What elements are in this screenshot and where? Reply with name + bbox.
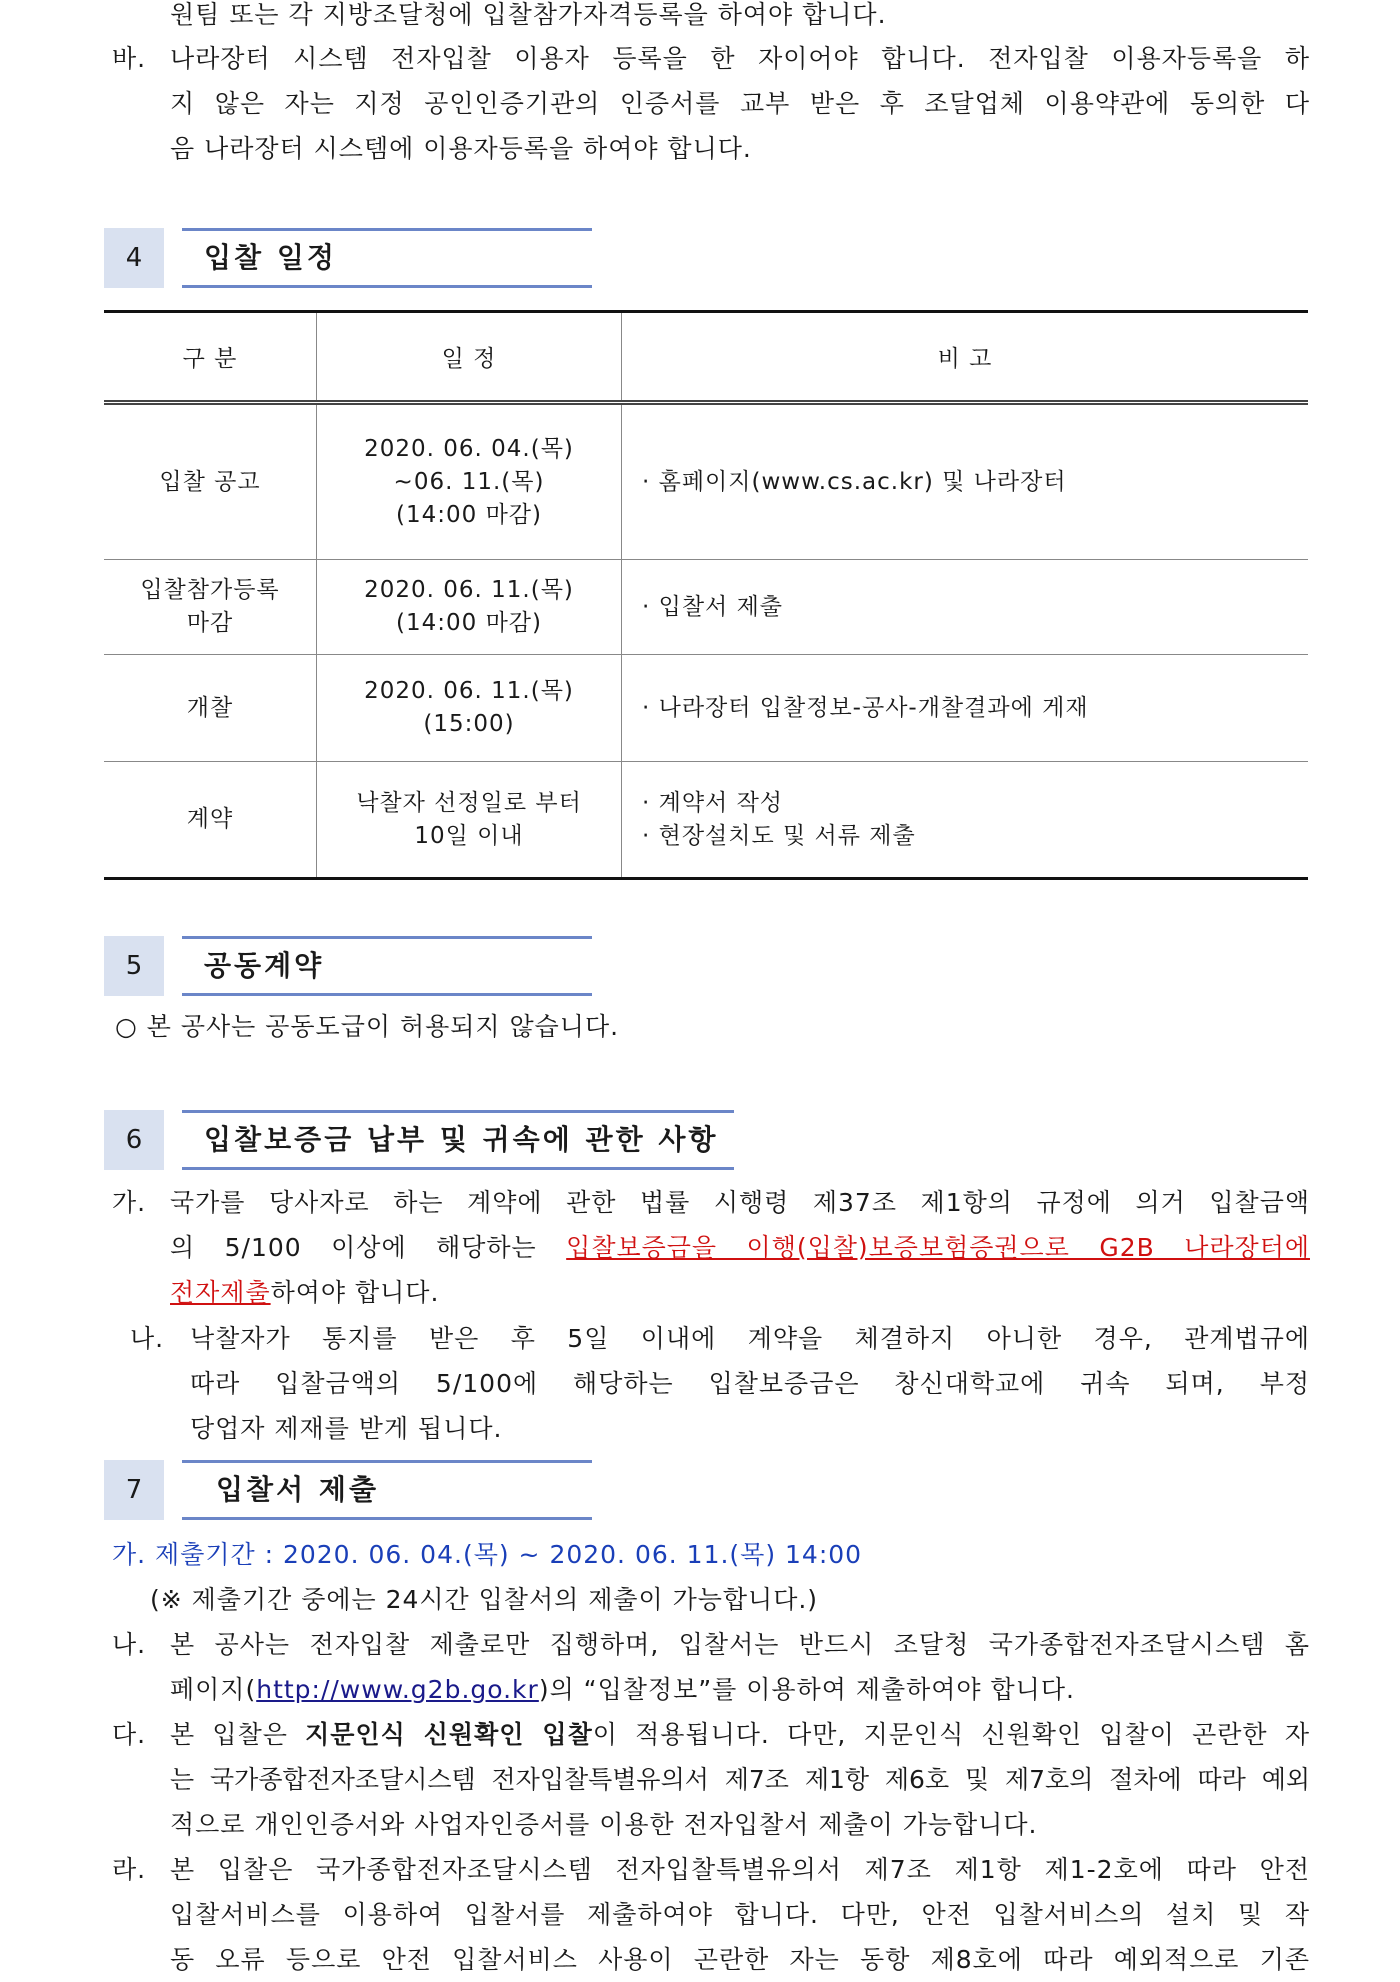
item-ga: 가. 국가를 당사자로 하는 계약에 관한 법률 시행령 제37조 제1항의 규정에 의거 입찰금액 의 5/100 이상에 해당하는 입찰보증금을 이행(입찰)보증보험증권으로 G2B 나라장터에 전자제출하여야 합니다.	[112, 1180, 1310, 1315]
table-row	[104, 403, 1308, 560]
row-label: 입찰참가등록 마감	[104, 560, 317, 655]
section-title: 입찰 일정	[182, 228, 592, 288]
schedule-table	[104, 310, 1308, 880]
table-row	[104, 560, 1308, 655]
item-na: 나. 본 공사는 전자입찰 제출로만 집행하며, 입찰서는 반드시 조달청 국가종합전자조달시스템 홈 페이지(http://www.g2b.go.kr)의 “입찰정보”를 이용하여 제출하여야 합니다.	[112, 1622, 1310, 1712]
section-number: 4	[104, 228, 164, 288]
header-category: 구 분	[104, 312, 317, 403]
section-title: 입찰서 제출	[182, 1460, 592, 1520]
row-date: 2020. 06. 04.(목) ~06. 11.(목) (14:00 마감)	[317, 403, 622, 560]
item-na: 나. 낙찰자가 통지를 받은 후 5일 이내에 계약을 체결하지 아니한 경우, 관계법규에 따라 입찰금액의 5/100에 해당하는 입찰보증금은 창신대학교에 귀속 되며, 부정 당업자 제재를 받게 됩니다.	[130, 1316, 1310, 1451]
header-schedule: 일 정	[317, 312, 622, 403]
row-label: 입찰 공고	[104, 403, 317, 560]
item-marker: 바.	[112, 44, 147, 73]
highlighted-requirement: 입찰보증금을 이행(입찰)보증보험증권으로 G2B 나라장터에	[566, 1233, 1310, 1262]
item-marker: 나.	[130, 1324, 165, 1353]
emphasis-text: 지문인식 신원확인 입찰	[305, 1720, 593, 1749]
highlighted-requirement: 전자제출	[170, 1278, 271, 1307]
section-number: 7	[104, 1460, 164, 1520]
row-label: 계약	[104, 762, 317, 879]
submission-period: 가. 제출기간 : 2020. 06. 04.(목) ~ 2020. 06. 11.(목) 14:00	[112, 1540, 863, 1569]
row-remark: · 계약서 작성 · 현장설치도 및 서류 제출	[622, 762, 1309, 879]
item-marker: 다.	[112, 1720, 147, 1749]
item-marker: 가.	[112, 1188, 147, 1217]
item-marker: 라.	[112, 1855, 147, 1884]
header-remarks: 비 고	[622, 312, 1309, 403]
section-title: 공동계약	[182, 936, 592, 996]
section-5-body: ○ 본 공사는 공동도급이 허용되지 않습니다.	[115, 1012, 620, 1041]
table-header-row	[104, 312, 1308, 403]
row-date: 2020. 06. 11.(목) (15:00)	[317, 655, 622, 762]
row-remark: · 입찰서 제출	[622, 560, 1309, 655]
item-marker: 나.	[112, 1630, 147, 1659]
row-date: 낙찰자 선정일로 부터 10일 이내	[317, 762, 622, 879]
submission-note: (※ 제출기간 중에는 24시간 입찰서의 제출이 가능합니다.)	[150, 1585, 819, 1614]
section-title: 입찰보증금 납부 및 귀속에 관한 사항	[182, 1110, 734, 1170]
row-remark: · 홈페이지(www.cs.ac.kr) 및 나라장터	[622, 403, 1309, 560]
row-label: 개찰	[104, 655, 317, 762]
item-ba: 바. 나라장터 시스템 전자입찰 이용자 등록을 한 자이어야 합니다. 전자입찰 이용자등록을 하 지 않은 자는 지정 공인인증기관의 인증서를 교부 받은 후 조달업체 이용약관에 동의한 다 음 나라장터 시스템에 이용자등록을 하여야 합니다.	[112, 36, 1310, 171]
row-date: 2020. 06. 11.(목) (14:00 마감)	[317, 560, 622, 655]
item-ra: 라. 본 입찰은 국가종합전자조달시스템 전자입찰특별유의서 제7조 제1항 제1-2호에 따라 안전 입찰서비스를 이용하여 입찰서를 제출하여야 합니다. 다만, 안전 입찰서비스의 설치 및 작 동 오류 등으로 안전 입찰서비스 사용이 곤란한 자는 동항 제8호에 따라 예외적으로 기존	[112, 1847, 1310, 1982]
intro-line: 원팀 또는 각 지방조달청에 입찰참가자격등록을 하여야 합니다.	[170, 0, 887, 29]
table-row	[104, 655, 1308, 762]
section-number: 5	[104, 936, 164, 996]
section-number: 6	[104, 1110, 164, 1170]
g2b-link[interactable]: http://www.g2b.go.kr	[256, 1675, 539, 1704]
row-remark: · 나라장터 입찰정보-공사-개찰결과에 게재	[622, 655, 1309, 762]
item-da: 다. 본 입찰은 지문인식 신원확인 입찰이 적용됩니다. 다만, 지문인식 신원확인 입찰이 곤란한 자 는 국가종합전자조달시스템 전자입찰특별유의서 제7조 제1항 제6호 및 제7호의 절차에 따라 예외 적으로 개인인증서와 사업자인증서를 이용한 전자입찰서 제출이 가능합니다.	[112, 1712, 1310, 1847]
table-row	[104, 762, 1308, 879]
